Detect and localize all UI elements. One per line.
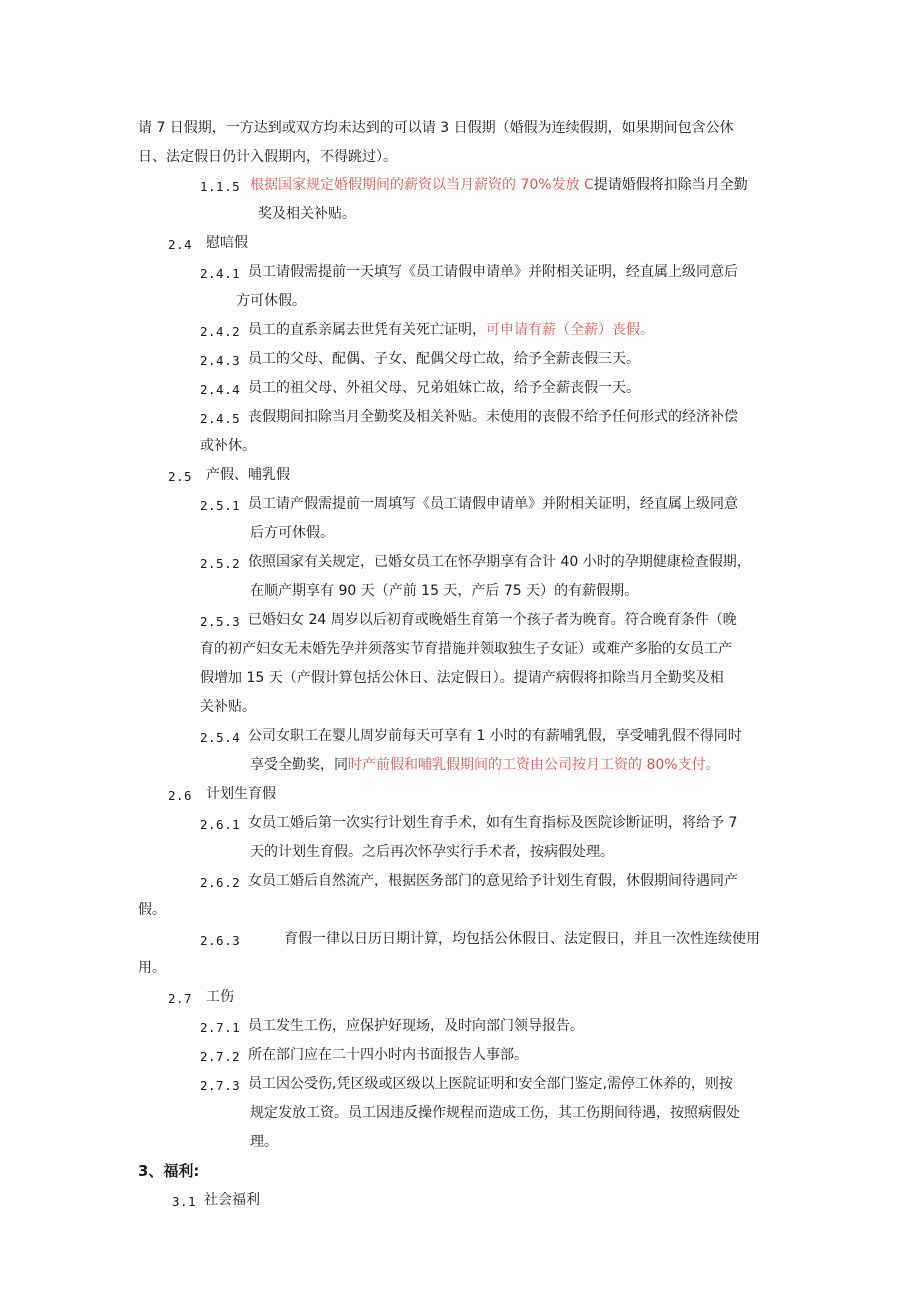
clause-text: 员工请产假需提前一周填写《员工请假申请单》并附相关证明，经直属上级同意 bbox=[248, 496, 738, 512]
clause-number: 2.7.2 bbox=[200, 1049, 241, 1064]
clause-number: 2.4.1 bbox=[200, 266, 241, 281]
clause-text: 奖及相关补贴。 bbox=[258, 206, 356, 222]
clause-number: 2.5.4 bbox=[200, 730, 241, 745]
clause-number: 2.6.2 bbox=[200, 875, 241, 890]
clause-text: 天的计划生育假。之后再次怀孕实行手术者，按病假处理。 bbox=[250, 844, 614, 860]
clause-number: 2.4.4 bbox=[200, 382, 241, 397]
highlighted-text: 时产前假和哺乳假期间的工资由公司按月工资的 80%支付。 bbox=[348, 757, 720, 773]
clause-text: 理。 bbox=[250, 1134, 278, 1150]
clause-text bbox=[250, 175, 748, 195]
clause-text: 方可休假。 bbox=[236, 293, 306, 309]
clause-text: 假增加 15 天（产假计算包括公休日、法定假日）。提请产病假将扣除当月全勤奖及相 bbox=[200, 670, 724, 686]
section-number: 3.1 bbox=[172, 1194, 197, 1209]
clause-number: 2.5.3 bbox=[200, 614, 241, 629]
clause-text: 员工因公受伤,凭区级或区级以上医院证明和安全部门鉴定,需停工休养的，则按 bbox=[248, 1076, 733, 1092]
clause-number: 2.4.2 bbox=[200, 324, 241, 339]
clause-number: 2.5.1 bbox=[200, 498, 241, 513]
clause-number: 2.6.3 bbox=[200, 933, 241, 948]
clause-text: 公司女职工在婴儿周岁前每天可享有 1 小时的有薪哺乳假，享受哺乳假不得同时 bbox=[248, 728, 742, 744]
clause-text-main: 员工的直系亲属去世凭有关死亡证明， bbox=[248, 322, 486, 338]
clause-text: 关补贴。 bbox=[200, 699, 256, 715]
clause-number: 2.5.2 bbox=[200, 556, 241, 571]
clause-number: 2.6.1 bbox=[200, 817, 241, 832]
section-title: 工伤 bbox=[206, 989, 234, 1005]
section-title: 计划生育假 bbox=[206, 786, 276, 802]
section-number: 2.5 bbox=[168, 469, 193, 484]
chapter-heading: 3、福利: bbox=[138, 1162, 200, 1180]
clause-text: 后方可休假。 bbox=[250, 525, 334, 541]
clause-text bbox=[248, 320, 654, 340]
clause-text: 员工的父母、配偶、子女、配偶父母亡故，给予全薪丧假三天。 bbox=[248, 351, 640, 367]
highlighted-text: 根据国家规定婚假期间的薪资以当月薪资的 70%发放 C bbox=[250, 177, 594, 193]
clause-text: 育的初产妇女无未婚先孕并须落实节育措施并领取独生子女证）或难产多胎的女员工产 bbox=[200, 641, 732, 657]
section-number: 2.6 bbox=[168, 788, 193, 803]
section-title: 慰唁假 bbox=[206, 235, 248, 251]
paragraph-line: 请 7 日假期，一方达到或双方均未达到的可以请 3 日假期（婚假为连续假期，如果期间包含公休 bbox=[138, 120, 734, 136]
clause-text bbox=[250, 755, 720, 775]
clause-text: 女员工婚后自然流产，根据医务部门的意见给予计划生育假，休假期间待遇同产 bbox=[248, 873, 738, 889]
clause-text-main: 享受全勤奖，同 bbox=[250, 757, 348, 773]
clause-number: 1.1.5 bbox=[200, 179, 241, 194]
clause-text: 假。 bbox=[138, 902, 166, 918]
clause-text: 在顺产期享有 90 天（产前 15 天，产后 75 天）的有薪假期。 bbox=[250, 583, 639, 599]
paragraph-line: 日、法定假日仍计入假期内，不得跳过）。 bbox=[138, 149, 397, 165]
section-title: 产假、哺乳假 bbox=[206, 467, 290, 483]
clause-text: 用。 bbox=[138, 960, 166, 976]
clause-number: 2.7.1 bbox=[200, 1020, 241, 1035]
clause-text: 员工发生工伤，应保护好现场，及时向部门领导报告。 bbox=[248, 1018, 584, 1034]
clause-text: 所在部门应在二十四小时内书面报告人事部。 bbox=[248, 1047, 528, 1063]
clause-text: 员工请假需提前一天填写《员工请假申请单》并附相关证明，经直属上级同意后 bbox=[248, 264, 738, 280]
section-title: 社会福利 bbox=[204, 1192, 260, 1208]
section-number: 2.7 bbox=[168, 991, 193, 1006]
clause-text: 丧假期间扣除当月全勤奖及相关补贴。未使用的丧假不给予任何形式的经济补偿 bbox=[248, 409, 738, 425]
clause-text: 员工的祖父母、外祖父母、兄弟姐妹亡故，给予全薪丧假一天。 bbox=[248, 380, 640, 396]
clause-text: 女员工婚后第一次实行计划生育手术，如有生育指标及医院诊断证明，将给予 7 bbox=[248, 815, 738, 831]
clause-text: 规定发放工资。员工因违反操作规程而造成工伤，其工伤期间待遇，按照病假处 bbox=[250, 1105, 740, 1121]
clause-text: 或补休。 bbox=[200, 438, 256, 454]
clause-text: 育假一律以日历日期计算，均包括公休假日、法定假日，并且一次性连续使用 bbox=[284, 931, 760, 947]
clause-text: 已婚妇女 24 周岁以后初育或晚婚生育第一个孩子者为晚育。符合晚育条件（晚 bbox=[248, 612, 737, 628]
clause-text: 依照国家有关规定，已婚女员工在怀孕期享有合计 40 小时的孕期健康检查假期， bbox=[248, 554, 751, 570]
section-number: 2.4 bbox=[168, 237, 193, 252]
highlighted-text: 可申请有薪（全薪）丧假。 bbox=[486, 322, 654, 338]
clause-number: 2.4.3 bbox=[200, 353, 241, 368]
clause-number: 2.4.5 bbox=[200, 411, 241, 426]
clause-number: 2.7.3 bbox=[200, 1078, 241, 1093]
clause-text-rest: 提请婚假将扣除当月全勤 bbox=[593, 177, 748, 193]
